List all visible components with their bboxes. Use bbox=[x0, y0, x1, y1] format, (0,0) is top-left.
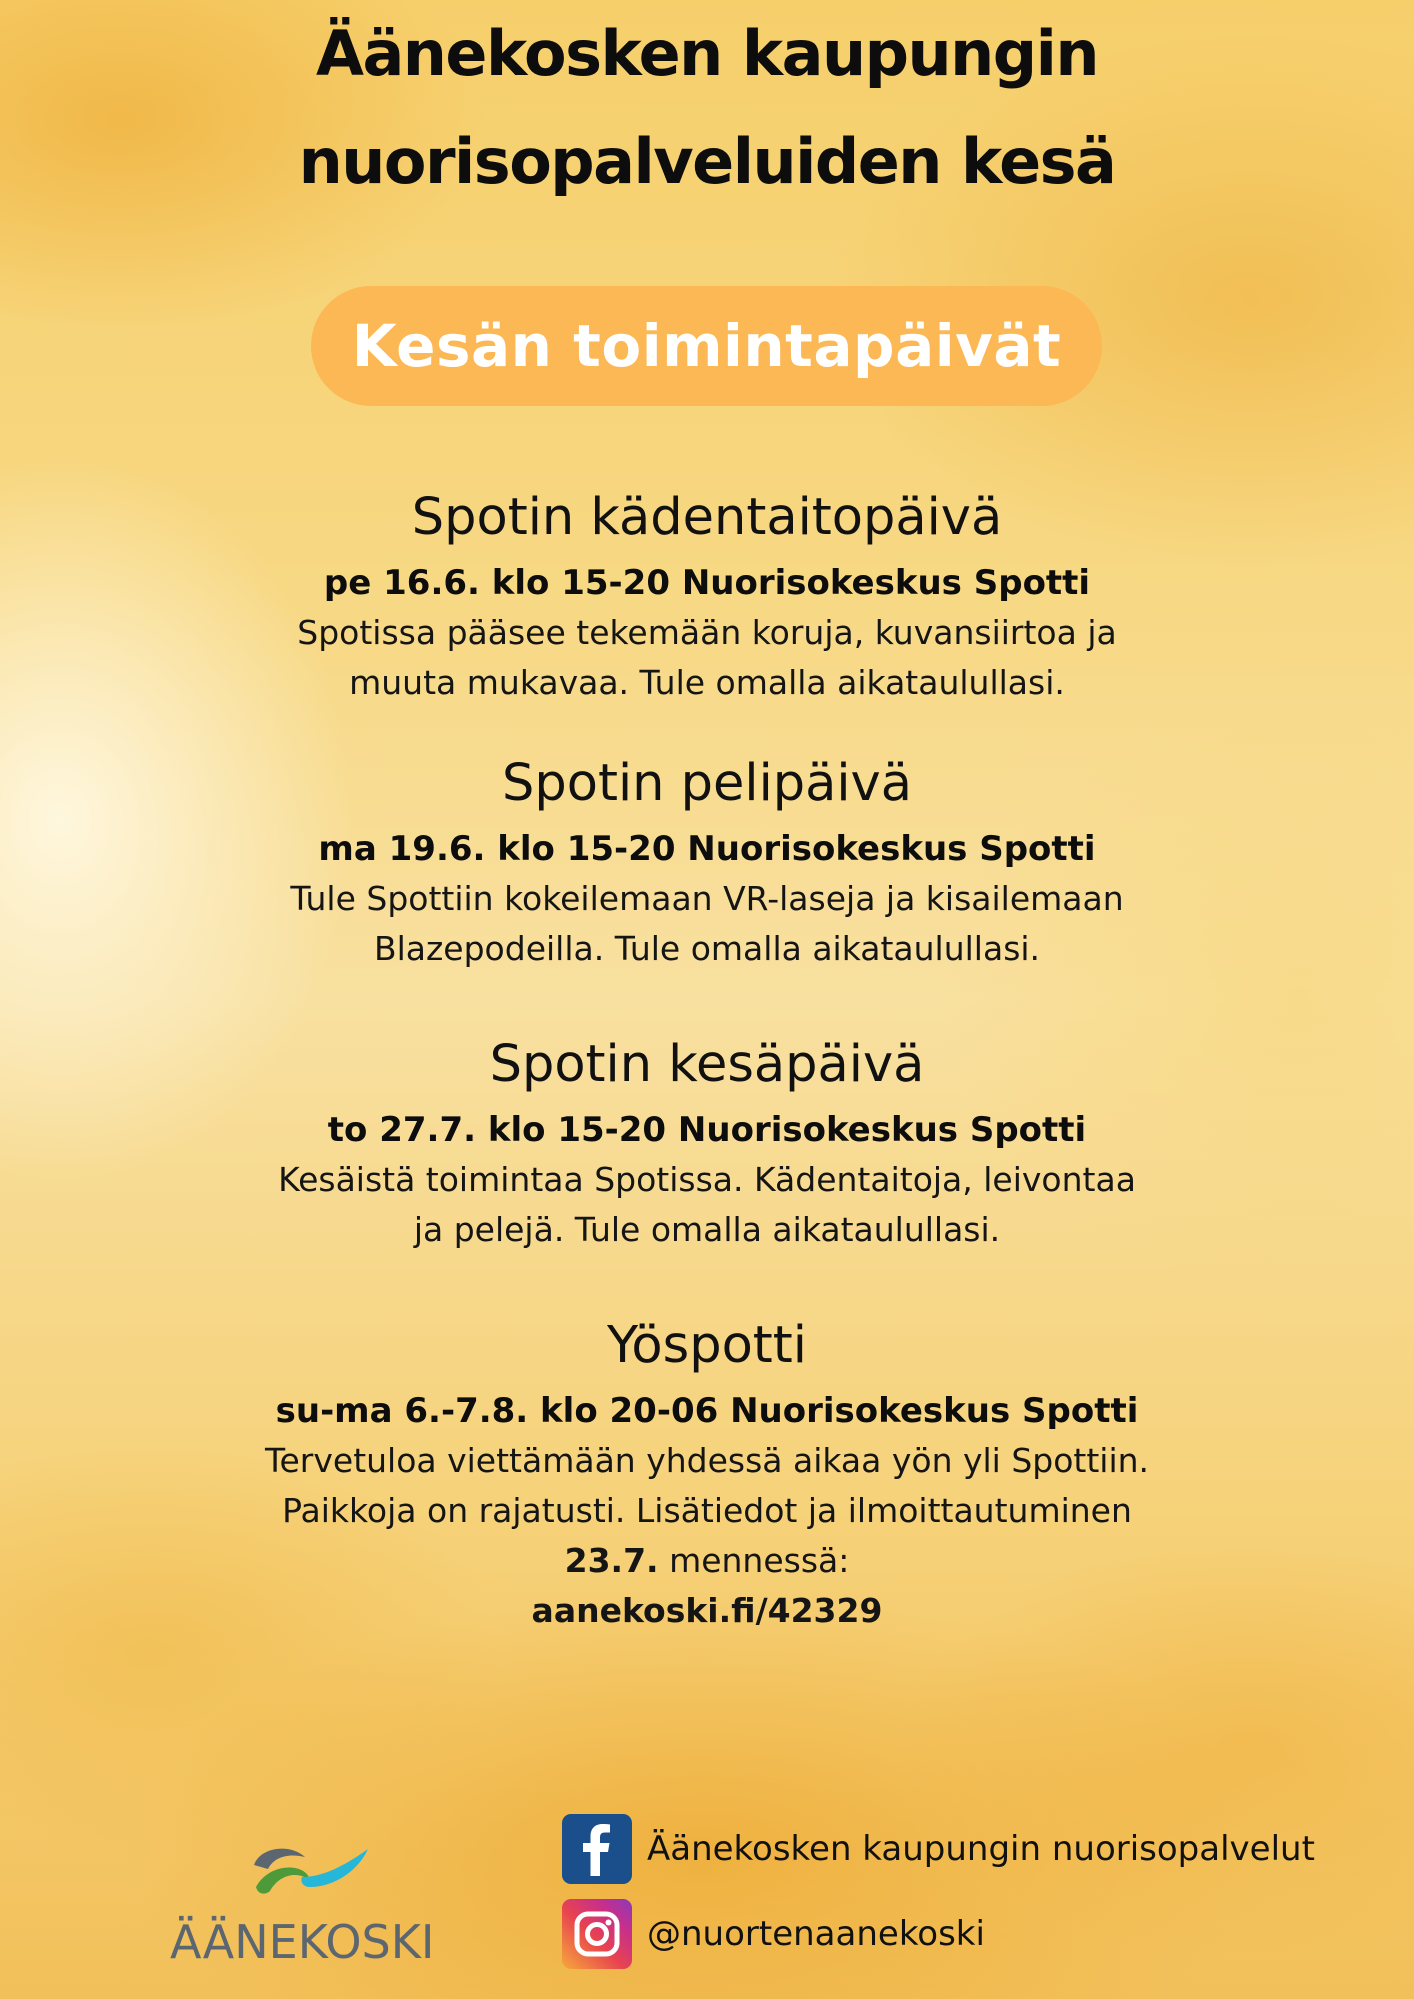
event-title: Spotin kädentaitopäivä bbox=[411, 488, 1003, 547]
event-description-line: muuta mukavaa. Tule omalla aikataulullasi. bbox=[349, 663, 1065, 702]
instagram-label[interactable]: @nuortenaanekoski bbox=[647, 1914, 985, 1954]
event-game-day bbox=[0, 744, 1414, 974]
logo-swoosh-icon bbox=[170, 1835, 460, 1915]
event-when: to 27.7. klo 15-20 Nuorisokeskus Spotti bbox=[327, 1110, 1087, 1150]
deadline-date: 23.7. bbox=[564, 1541, 659, 1580]
event-crafts-day bbox=[0, 478, 1414, 708]
instagram-icon[interactable] bbox=[562, 1899, 632, 1969]
event-summer-day bbox=[0, 1025, 1414, 1255]
event-description-line: Blazepodeilla. Tule omalla aikataulullasi. bbox=[373, 929, 1041, 968]
event-when: pe 16.6. klo 15-20 Nuorisokeskus Spotti bbox=[323, 563, 1091, 603]
event-deadline bbox=[0, 1536, 1414, 1586]
title-line-2: nuorisopalveluiden kesä bbox=[298, 125, 1116, 198]
logo-text: ÄÄNEKOSKI bbox=[170, 1915, 435, 1969]
banner-pill bbox=[311, 286, 1102, 406]
event-when: ma 19.6. klo 15-20 Nuorisokeskus Spotti bbox=[318, 829, 1096, 869]
event-when: su-ma 6.-7.8. klo 20-06 Nuorisokeskus Spotti bbox=[275, 1391, 1139, 1431]
page-title bbox=[0, 0, 1414, 216]
title-line-1: Äänekosken kaupungin bbox=[315, 17, 1099, 90]
event-title: Yöspotti bbox=[607, 1316, 807, 1375]
event-description-line: Spotissa pääsee tekemään koruja, kuvansiirtoa ja bbox=[297, 613, 1117, 652]
event-link[interactable] bbox=[0, 1586, 1414, 1636]
event-description-line: Paikkoja on rajatusti. Lisätiedot ja ilmoittautuminen bbox=[282, 1491, 1132, 1530]
facebook-icon[interactable] bbox=[562, 1814, 632, 1884]
deadline-text: mennessä: bbox=[658, 1541, 850, 1580]
instagram-link[interactable] bbox=[562, 1899, 985, 1969]
aanekoski-logo bbox=[170, 1835, 460, 1969]
registration-link[interactable]: aanekoski.fi/42329 bbox=[531, 1591, 883, 1630]
event-title: Spotin pelipäivä bbox=[502, 754, 912, 813]
event-description-line: ja pelejä. Tule omalla aikataulullasi. bbox=[413, 1210, 1001, 1249]
banner-label: Kesän toimintapäivät bbox=[351, 312, 1062, 380]
event-description-line: Kesäistä toimintaa Spotissa. Kädentaitoja, leivontaa bbox=[278, 1160, 1136, 1199]
facebook-link[interactable] bbox=[562, 1814, 1315, 1884]
event-description-line: Tule Spottiin kokeilemaan VR-laseja ja kisailemaan bbox=[290, 879, 1124, 918]
event-title: Spotin kesäpäivä bbox=[489, 1035, 925, 1094]
event-description-line: Tervetuloa viettämään yhdessä aikaa yön yli Spottiin. bbox=[264, 1441, 1150, 1480]
event-night-spotti bbox=[0, 1306, 1414, 1636]
facebook-label[interactable]: Äänekosken kaupungin nuorisopalvelut bbox=[647, 1829, 1315, 1869]
